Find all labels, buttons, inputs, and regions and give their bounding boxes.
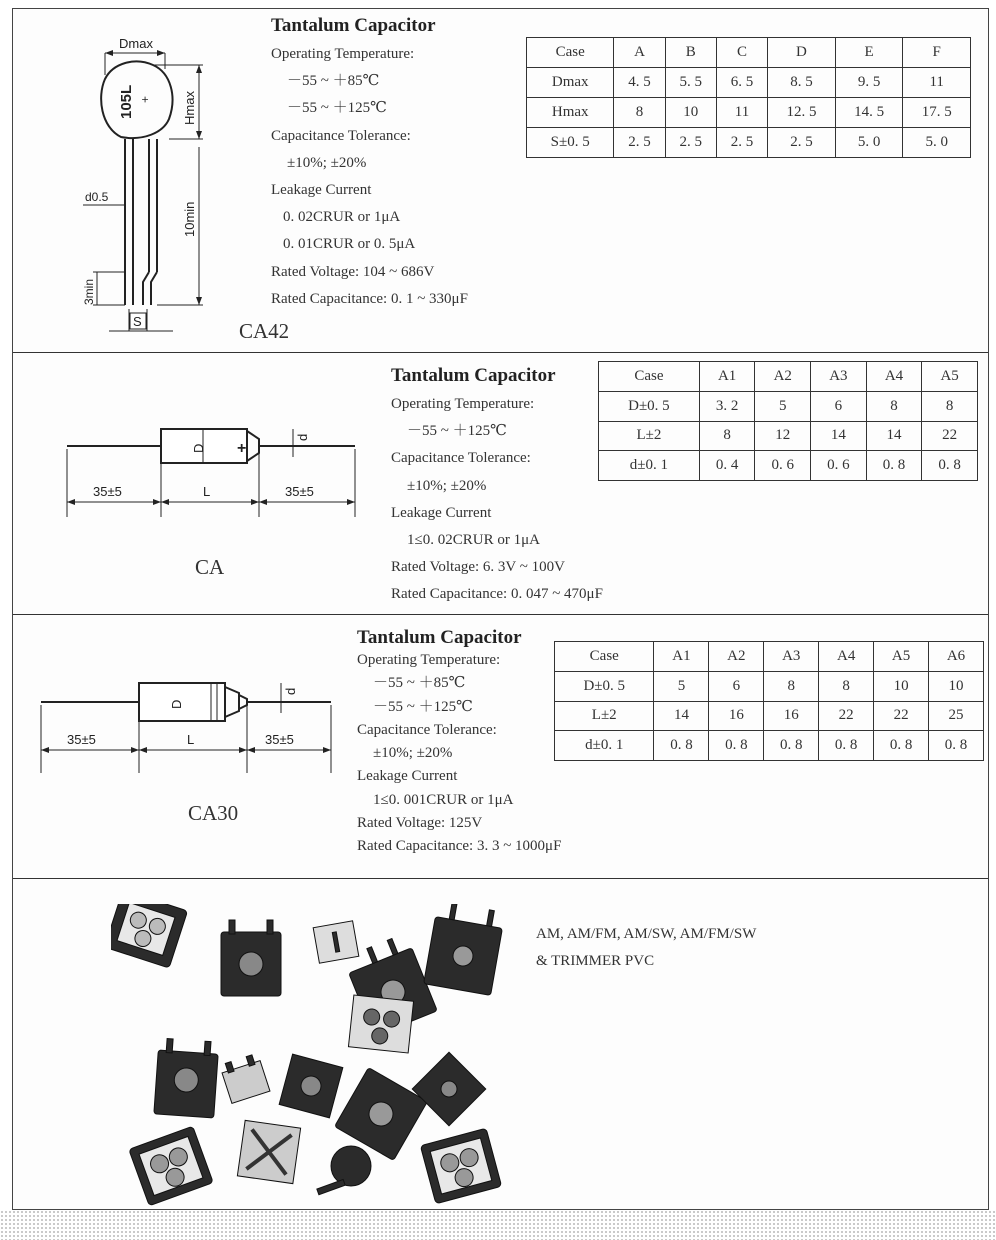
spec-line: Capacitance Tolerance: [271,127,411,144]
table-cell: 3. 2 [699,391,755,421]
model-name: CA [195,555,225,579]
spec-line: Rated Capacitance: 0. 1 ~ 330μF [271,290,468,307]
table-cell: 0. 4 [699,451,755,481]
table-cell: 12 [755,421,811,451]
table-header-cell: A5 [922,362,978,392]
table-cell: 8 [922,391,978,421]
table-cell: 8 [866,391,922,421]
ca42-hmax-label: Hmax [182,91,197,125]
spec-line: ±10%; ±20% [287,154,367,171]
table-cell: 22 [874,701,929,731]
trimmer-photo [111,904,511,1209]
table-header-row [527,38,971,68]
table-header-cell: A3 [811,362,867,392]
spec-line: Operating Temperature: [271,46,415,62]
table-cell: 5. 0 [903,128,971,158]
spec-line: Capacitance Tolerance: [357,721,497,738]
spec-line: 0. 01CRUR or 0. 5μA [283,236,416,253]
ca42-plus-mark: + [138,95,152,103]
spec-line: Rated Capacitance: 3. 3 ~ 1000μF [357,838,562,855]
table-cell: 4. 5 [614,68,665,98]
table-cell: 2. 5 [614,128,665,158]
model-name: CA42 [239,319,290,343]
table-cell: 0. 8 [654,731,709,761]
table-header-cell: A2 [709,642,764,672]
table-cell: 8 [819,671,874,701]
spec-list [357,649,561,859]
table-cell: 17. 5 [903,98,971,128]
trimmer-description [536,921,756,975]
table-cell: 5 [755,391,811,421]
table-row [599,451,978,481]
dimension-table [526,37,971,158]
table-cell: 25 [929,701,984,731]
table-header-cell: A1 [699,362,755,392]
table-header-cell: D [768,38,836,68]
ca-outline-drawing [53,409,373,519]
table-row [555,701,984,731]
spec-line: 0. 02CRUR or 1μA [283,209,401,226]
table-header-cell: Case [599,362,700,392]
table-row [555,731,984,761]
section-title: Tantalum Capacitor [391,365,556,386]
table-cell: 14 [811,421,867,451]
ca30-lead-length-right: 35±5 [265,732,294,747]
spec-line: －55 ~ ＋125℃ [407,423,507,440]
table-header-cell: A4 [819,642,874,672]
table-cell: 14 [866,421,922,451]
table-cell: 14 [654,701,709,731]
table-header-row [599,362,978,392]
table-cell: 16 [764,701,819,731]
table-cell: 0. 6 [811,451,867,481]
table-cell: L±2 [555,701,654,731]
spec-line: Rated Voltage: 125V [357,815,483,832]
spec-list [271,41,468,313]
table-cell: 0. 8 [866,451,922,481]
table-header-cell: A [614,38,665,68]
table-row [599,421,978,451]
table-cell: 6 [709,671,764,701]
table-header-cell: A1 [654,642,709,672]
spec-line: －55 ~ ＋125℃ [287,100,387,117]
table-cell: 2. 5 [768,128,836,158]
ca42-spacing-label: S [133,314,142,329]
section-divider [13,614,988,615]
ca-lead-length-left: 35±5 [93,484,122,499]
table-cell: 5 [654,671,709,701]
ca-body-length-label: L [203,484,211,499]
ca42-marking-text: 105L [118,84,135,119]
description-line: AM, AM/FM, AM/SW, AM/FM/SW [536,926,757,942]
table-header-cell: Case [555,642,654,672]
section-title: Tantalum Capacitor [357,627,522,648]
table-cell: 8 [699,421,755,451]
table-cell: D±0. 5 [555,671,654,701]
table-cell: 5. 5 [665,68,716,98]
spec-line: －55 ~ ＋85℃ [287,73,380,90]
table-cell: 22 [922,421,978,451]
table-cell: d±0. 1 [555,731,654,761]
table-cell: 10 [874,671,929,701]
table-cell: S±0. 5 [527,128,614,158]
spec-line: Capacitance Tolerance: [391,450,531,467]
table-cell: 11 [716,98,767,128]
table-cell: L±2 [599,421,700,451]
table-row [527,98,971,128]
spec-line: Leakage Current [357,768,458,785]
spec-line: 1≤0. 001CRUR or 1μA [373,791,514,808]
table-cell: 0. 8 [709,731,764,761]
table-cell: D±0. 5 [599,391,700,421]
section-title: Tantalum Capacitor [271,15,436,36]
ca-dia-label: D [191,443,206,453]
table-row [599,391,978,421]
spec-line: Rated Capacitance: 0. 047 ~ 470μF [391,586,603,603]
ca30-wire-label: d [283,687,298,695]
ca30-lead-length-left: 35±5 [67,732,96,747]
table-cell: 2. 5 [716,128,767,158]
table-header-cell: A6 [929,642,984,672]
table-cell: 12. 5 [768,98,836,128]
dimension-table [554,641,984,761]
table-cell: 8. 5 [768,68,836,98]
ca30-body-length-label: L [187,732,195,747]
table-cell: 10 [665,98,716,128]
table-cell: 8 [764,671,819,701]
table-header-cell: Case [527,38,614,68]
table-cell: 6 [811,391,867,421]
table-cell: 0. 8 [929,731,984,761]
ca42-kink-length-label: 3min [82,278,96,305]
spec-line: Operating Temperature: [357,652,501,668]
spec-line: ±10%; ±20% [407,477,487,494]
table-header-cell: E [835,38,903,68]
spec-line: 1≤0. 02CRUR or 1μA [407,531,540,548]
table-cell: 2. 5 [665,128,716,158]
spec-line: －55 ~ ＋85℃ [373,675,466,692]
ca42-dmax-label: Dmax [119,36,153,51]
model-name: CA30 [188,801,239,825]
table-header-cell: A2 [755,362,811,392]
table-cell: 8 [614,98,665,128]
table-cell: 11 [903,68,971,98]
section-divider [13,878,988,879]
table-header-cell: C [716,38,767,68]
spec-line: ±10%; ±20% [373,745,453,762]
scan-edge-pattern [0,1210,996,1240]
ca42-length-label: 10min [182,201,197,237]
description-line: & TRIMMER PVC [536,953,655,969]
table-cell: 16 [709,701,764,731]
table-row [527,68,971,98]
table-cell: 22 [819,701,874,731]
section-divider [13,352,988,353]
ca42-lead-dia-label: d0.5 [85,190,109,204]
table-cell: Dmax [527,68,614,98]
table-row [527,128,971,158]
table-cell: 14. 5 [835,98,903,128]
table-cell: 0. 8 [922,451,978,481]
table-cell: 0. 6 [755,451,811,481]
spec-line: Operating Temperature: [391,396,535,412]
table-cell: 0. 8 [764,731,819,761]
table-row [555,671,984,701]
table-cell: 10 [929,671,984,701]
table-cell: Hmax [527,98,614,128]
ca-lead-length-right: 35±5 [285,484,314,499]
ca30-outline-drawing [31,665,351,775]
table-cell: 0. 8 [819,731,874,761]
table-header-cell: F [903,38,971,68]
spec-line: Rated Voltage: 6. 3V ~ 100V [391,559,565,576]
table-cell: 0. 8 [874,731,929,761]
ca-wire-label: d [295,433,310,441]
ca30-dia-label: D [169,699,184,709]
spec-line: Rated Voltage: 104 ~ 686V [271,263,435,280]
spec-line: Leakage Current [271,181,372,198]
table-header-cell: A3 [764,642,819,672]
table-cell: 6. 5 [716,68,767,98]
table-header-cell: A5 [874,642,929,672]
catalog-page [12,8,989,1210]
table-cell: d±0. 1 [599,451,700,481]
table-cell: 5. 0 [835,128,903,158]
ca42-outline-drawing [53,27,223,332]
spec-line: Leakage Current [391,504,492,521]
dimension-table [598,361,978,481]
table-header-cell: B [665,38,716,68]
table-cell: 9. 5 [835,68,903,98]
table-header-cell: A4 [866,362,922,392]
spec-list [391,391,603,609]
table-header-row [555,642,984,672]
spec-line: －55 ~ ＋125℃ [373,698,473,715]
ca-plus-mark: + [237,440,247,457]
